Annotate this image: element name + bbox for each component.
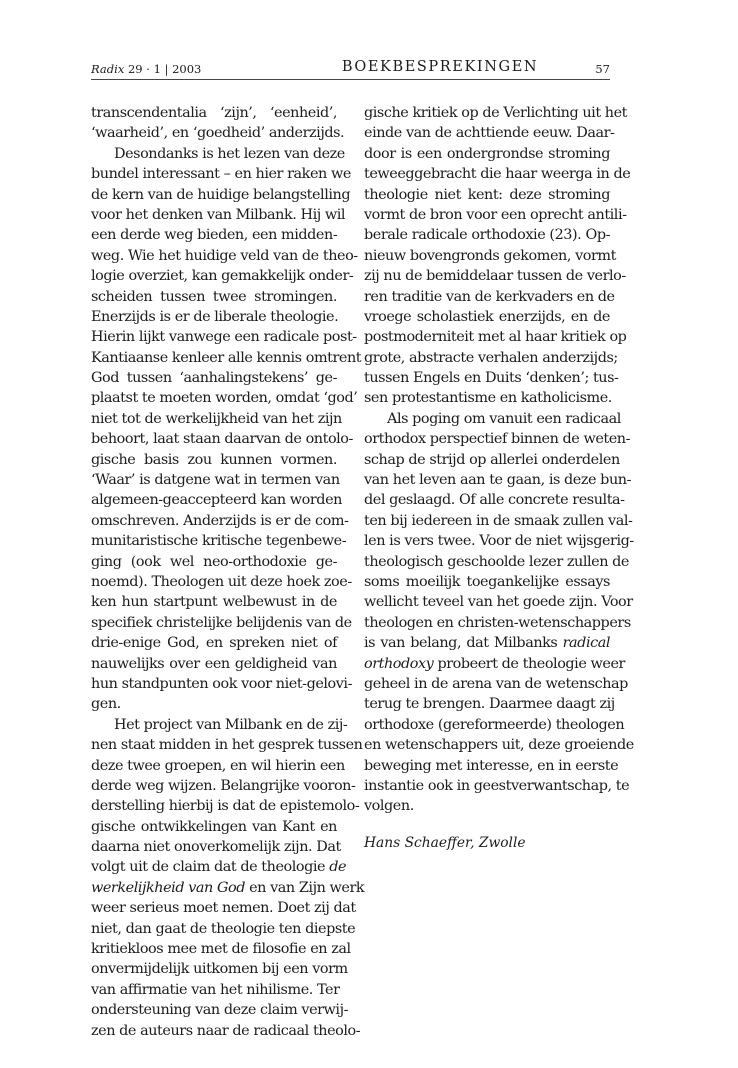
text-line bbox=[364, 552, 629, 572]
text-line bbox=[364, 613, 631, 633]
line-text: behoort, laat staan daarvan de ontolo- bbox=[91, 431, 353, 448]
text-line bbox=[91, 796, 360, 816]
text-line bbox=[91, 287, 337, 307]
text-line bbox=[364, 225, 610, 245]
line-text: scheiden tussen twee stromingen. bbox=[91, 288, 337, 305]
line-text: van het leven aan te gaan, is deze bun- bbox=[364, 472, 631, 489]
line-text: wellicht teveel van het goede zijn. Voor bbox=[364, 594, 633, 611]
text-line bbox=[91, 735, 363, 755]
text-line bbox=[364, 287, 615, 307]
text-line bbox=[91, 409, 342, 429]
text-line bbox=[364, 246, 616, 266]
line-text: gische kritiek op de Verlichting uit het bbox=[364, 105, 628, 121]
left-column bbox=[91, 103, 365, 1041]
text-line bbox=[91, 552, 337, 572]
journal-name: Radix bbox=[91, 62, 125, 76]
line-text: soms moeilijk toegankelijke essays bbox=[364, 573, 610, 590]
text-line bbox=[364, 776, 630, 796]
text-line bbox=[364, 368, 619, 388]
text-line bbox=[91, 674, 353, 694]
text-line bbox=[364, 144, 610, 164]
line-text: ren traditie van de kerkvaders en de bbox=[364, 288, 615, 305]
text-line bbox=[91, 959, 348, 979]
text-line bbox=[91, 266, 354, 286]
line-text: theologisch geschoolde lezer zullen de bbox=[364, 553, 629, 570]
text-line bbox=[91, 592, 337, 612]
journal-issue: 29 · 1 | 2003 bbox=[124, 62, 202, 76]
line-text: schap de strijd op allerlei onderdelen bbox=[364, 451, 620, 468]
text-line bbox=[91, 572, 352, 592]
text-line bbox=[91, 633, 337, 653]
line-text: volgen. bbox=[364, 798, 414, 815]
line-text: orthodox perspectief binnen de weten- bbox=[364, 431, 631, 448]
line-text: Desondanks is het lezen van deze bbox=[114, 145, 345, 162]
text-line bbox=[364, 123, 615, 143]
line-text: Enerzijds is er de liberale theologie. bbox=[91, 308, 339, 325]
line-text: len is vers twee. Voor de niet wijsgerig- bbox=[364, 533, 634, 550]
text-line bbox=[91, 327, 357, 347]
text-line bbox=[91, 756, 345, 776]
line-text: nauwelijks over een geldigheid van bbox=[91, 655, 337, 672]
line-text: munitaristische kritische tegenbewe- bbox=[91, 533, 347, 550]
text-line bbox=[364, 592, 633, 612]
text-line bbox=[364, 654, 625, 674]
line-text: transcendentalia ‘zijn’, ‘eenheid’, bbox=[91, 105, 337, 121]
text-line bbox=[364, 674, 628, 694]
line-text: orthodoxe (gereformeerde) theologen bbox=[364, 716, 625, 733]
line-text: hun standpunten ook voor niet-gelovi- bbox=[91, 675, 353, 692]
line-text: sen protestantisme en katholicisme. bbox=[364, 390, 612, 407]
line-emphasis: orthodoxy bbox=[364, 655, 434, 672]
line-text: kritiekloos mee met de filosofie en zal bbox=[91, 941, 351, 958]
text-line bbox=[91, 817, 337, 837]
running-header-journal bbox=[91, 62, 201, 76]
section-title: BOEKBESPREKINGEN bbox=[341, 59, 539, 75]
line-text: weer serieus moet nemen. Doet zij dat bbox=[91, 900, 356, 917]
line-text: is van belang, dat Milbanks bbox=[364, 635, 563, 652]
line-text: deze twee groepen, en wil hierin een bbox=[91, 757, 345, 774]
line-emphasis: werkelijkheid van God bbox=[91, 879, 245, 896]
line-text: en wetenschappers uit, deze groeiende bbox=[364, 737, 634, 754]
line-text: nieuw bovengronds gekomen, vormt bbox=[364, 247, 616, 264]
text-line bbox=[364, 470, 631, 490]
text-line bbox=[91, 1021, 361, 1041]
text-line bbox=[364, 531, 634, 551]
text-line bbox=[91, 613, 352, 633]
text-line bbox=[364, 307, 610, 327]
text-line bbox=[91, 878, 365, 898]
text-line bbox=[364, 409, 621, 429]
line-text: del geslaagd. Of alle concrete resulta- bbox=[364, 492, 625, 509]
text-line bbox=[364, 450, 620, 470]
line-text: ondersteuning van deze claim verwij- bbox=[91, 1002, 349, 1019]
text-line bbox=[364, 429, 631, 449]
line-text: vormt de bron voor een oprecht antili- bbox=[364, 206, 627, 223]
text-line bbox=[364, 756, 619, 776]
text-line bbox=[91, 776, 356, 796]
right-column bbox=[364, 103, 634, 853]
line-text: van affirmatie van het nihilisme. Ter bbox=[91, 981, 340, 998]
text-line bbox=[91, 144, 345, 164]
text-line bbox=[91, 470, 340, 490]
text-line bbox=[91, 164, 351, 184]
line-text: einde van de achttiende eeuw. Daar- bbox=[364, 125, 615, 142]
line-text: zij nu de bemiddelaar tussen de verlo- bbox=[364, 268, 626, 285]
text-line bbox=[91, 246, 358, 266]
line-text: beweging met interesse, en in eerste bbox=[364, 757, 619, 774]
line-text: ken hun startpunt welbewust in de bbox=[91, 594, 337, 611]
line-text: tussen Engels en Duits ‘denken’; tus- bbox=[364, 370, 619, 387]
line-text: gische basis zou kunnen vormen. bbox=[91, 451, 337, 468]
line-text: theologie niet kent: deze stroming bbox=[364, 186, 610, 203]
line-text: ‘waarheid’, en ‘goedheid’ anderzijds. bbox=[91, 125, 345, 142]
line-text: ten bij iedereen in de smaak zullen val- bbox=[364, 512, 633, 529]
line-text: drie-enige God, en spreken niet of bbox=[91, 635, 337, 652]
text-line bbox=[364, 327, 627, 347]
line-text: God tussen ‘aanhalingstekens’ ge- bbox=[91, 370, 337, 387]
line-text: plaatst te moeten worden, omdat ‘god’ bbox=[91, 390, 358, 407]
text-line bbox=[364, 164, 631, 184]
text-line bbox=[91, 205, 346, 225]
signature-spacer bbox=[364, 817, 610, 833]
text-line bbox=[91, 511, 349, 531]
text-line bbox=[364, 185, 610, 205]
line-text: grote, abstracte verhalen anderzijds; bbox=[364, 349, 618, 366]
line-text: nen staat midden in het gesprek tussen bbox=[91, 737, 363, 754]
text-line bbox=[91, 123, 345, 143]
line-text: algemeen-geaccepteerd kan worden bbox=[91, 492, 342, 509]
line-text: voor het denken van Milbank. Hij wil bbox=[91, 206, 346, 223]
text-line bbox=[91, 368, 337, 388]
line-text: teweeggebracht die haar weerga in de bbox=[364, 166, 631, 183]
text-line bbox=[91, 103, 337, 123]
page-number: 57 bbox=[595, 62, 610, 76]
text-line bbox=[91, 715, 348, 735]
text-line bbox=[364, 633, 610, 653]
line-text: niet tot de werkelijkheid van het zijn bbox=[91, 410, 342, 427]
line-text: theologen en christen-wetenschappers bbox=[364, 614, 631, 631]
text-line bbox=[91, 531, 347, 551]
text-line bbox=[91, 1000, 349, 1020]
line-text: Kantiaanse kenleer alle kennis omtrent bbox=[91, 349, 362, 366]
line-text: door is een ondergrondse stroming bbox=[364, 145, 610, 162]
text-line bbox=[364, 715, 625, 735]
text-line bbox=[91, 450, 337, 470]
text-line bbox=[364, 796, 610, 816]
line-text: omschreven. Anderzijds is er de com- bbox=[91, 512, 349, 529]
line-text: onvermijdelijk uitkomen bij een vorm bbox=[91, 961, 348, 978]
line-text: derstelling hierbij is dat de epistemolo- bbox=[91, 798, 360, 815]
line-text: noemd). Theologen uit deze hoek zoe- bbox=[91, 573, 352, 590]
line-text: weg. Wie het huidige veld van de theo- bbox=[91, 247, 358, 264]
line-text: vroege scholastiek enerzijds, en de bbox=[364, 308, 610, 325]
line-text: logie overziet, kan gemakkelijk onder- bbox=[91, 268, 354, 285]
text-line bbox=[91, 185, 351, 205]
line-text: zen de auteurs naar de radicaal theolo- bbox=[91, 1022, 361, 1039]
line-text: berale radicale orthodoxie (23). Op- bbox=[364, 227, 610, 244]
text-line bbox=[91, 225, 337, 245]
text-line bbox=[91, 429, 353, 449]
text-line bbox=[91, 307, 337, 327]
text-line bbox=[364, 511, 633, 531]
line-text: volgt uit de claim dat de theologie bbox=[91, 859, 330, 876]
line-text: een derde weg bieden, een midden- bbox=[91, 227, 338, 244]
line-text: Als poging om vanuit een radicaal bbox=[387, 410, 621, 427]
header-rule bbox=[91, 79, 610, 80]
line-text-after: probeert de theologie weer bbox=[433, 655, 625, 672]
text-line bbox=[91, 898, 356, 918]
text-line bbox=[91, 490, 342, 510]
text-line bbox=[91, 388, 358, 408]
line-text: daarna niet onoverkomelijk zijn. Dat bbox=[91, 839, 341, 856]
line-text: derde weg wijzen. Belangrijke vooron- bbox=[91, 777, 356, 794]
text-line bbox=[91, 919, 356, 939]
text-line bbox=[364, 694, 615, 714]
line-text: postmoderniteit met al haar kritiek op bbox=[364, 329, 627, 346]
text-line bbox=[91, 939, 351, 959]
line-text: Hierin lijkt vanwege een radicale post- bbox=[91, 329, 357, 346]
text-line bbox=[364, 388, 610, 408]
line-text: de kern van de huidige belangstelling bbox=[91, 186, 351, 203]
line-emphasis: de bbox=[329, 859, 347, 876]
text-line bbox=[91, 837, 341, 857]
text-line bbox=[364, 266, 626, 286]
text-line bbox=[364, 205, 627, 225]
line-text: Het project van Milbank en de zij- bbox=[114, 716, 348, 733]
text-line bbox=[364, 735, 634, 755]
line-text: instantie ook in geestverwantschap, te bbox=[364, 777, 630, 794]
line-text-after: en van Zijn werk bbox=[244, 879, 365, 896]
text-line bbox=[364, 103, 628, 123]
text-line bbox=[91, 857, 347, 877]
line-text: gen. bbox=[91, 696, 121, 713]
line-text: niet, dan gaat de theologie ten diepste bbox=[91, 920, 356, 937]
line-text: geheel in de arena van de wetenschap bbox=[364, 675, 628, 692]
text-line bbox=[91, 980, 340, 1000]
line-text: terug te brengen. Daarmee daagt zij bbox=[364, 696, 615, 713]
line-emphasis: radical bbox=[562, 635, 610, 652]
text-line bbox=[91, 654, 337, 674]
line-text: ging (ook wel neo-orthodoxie ge- bbox=[91, 553, 337, 570]
text-line bbox=[91, 348, 362, 368]
line-text: bundel interessant – en hier raken we bbox=[91, 166, 351, 183]
text-line bbox=[364, 348, 618, 368]
line-text: gische ontwikkelingen van Kant en bbox=[91, 818, 337, 835]
text-line bbox=[364, 490, 625, 510]
review-signature: Hans Schaeffer, Zwolle bbox=[364, 834, 526, 851]
line-text: specifiek christelijke belijdenis van de bbox=[91, 614, 352, 631]
line-text: ‘Waar’ is datgene wat in termen van bbox=[91, 472, 340, 489]
text-line bbox=[91, 694, 337, 714]
text-line bbox=[364, 572, 610, 592]
